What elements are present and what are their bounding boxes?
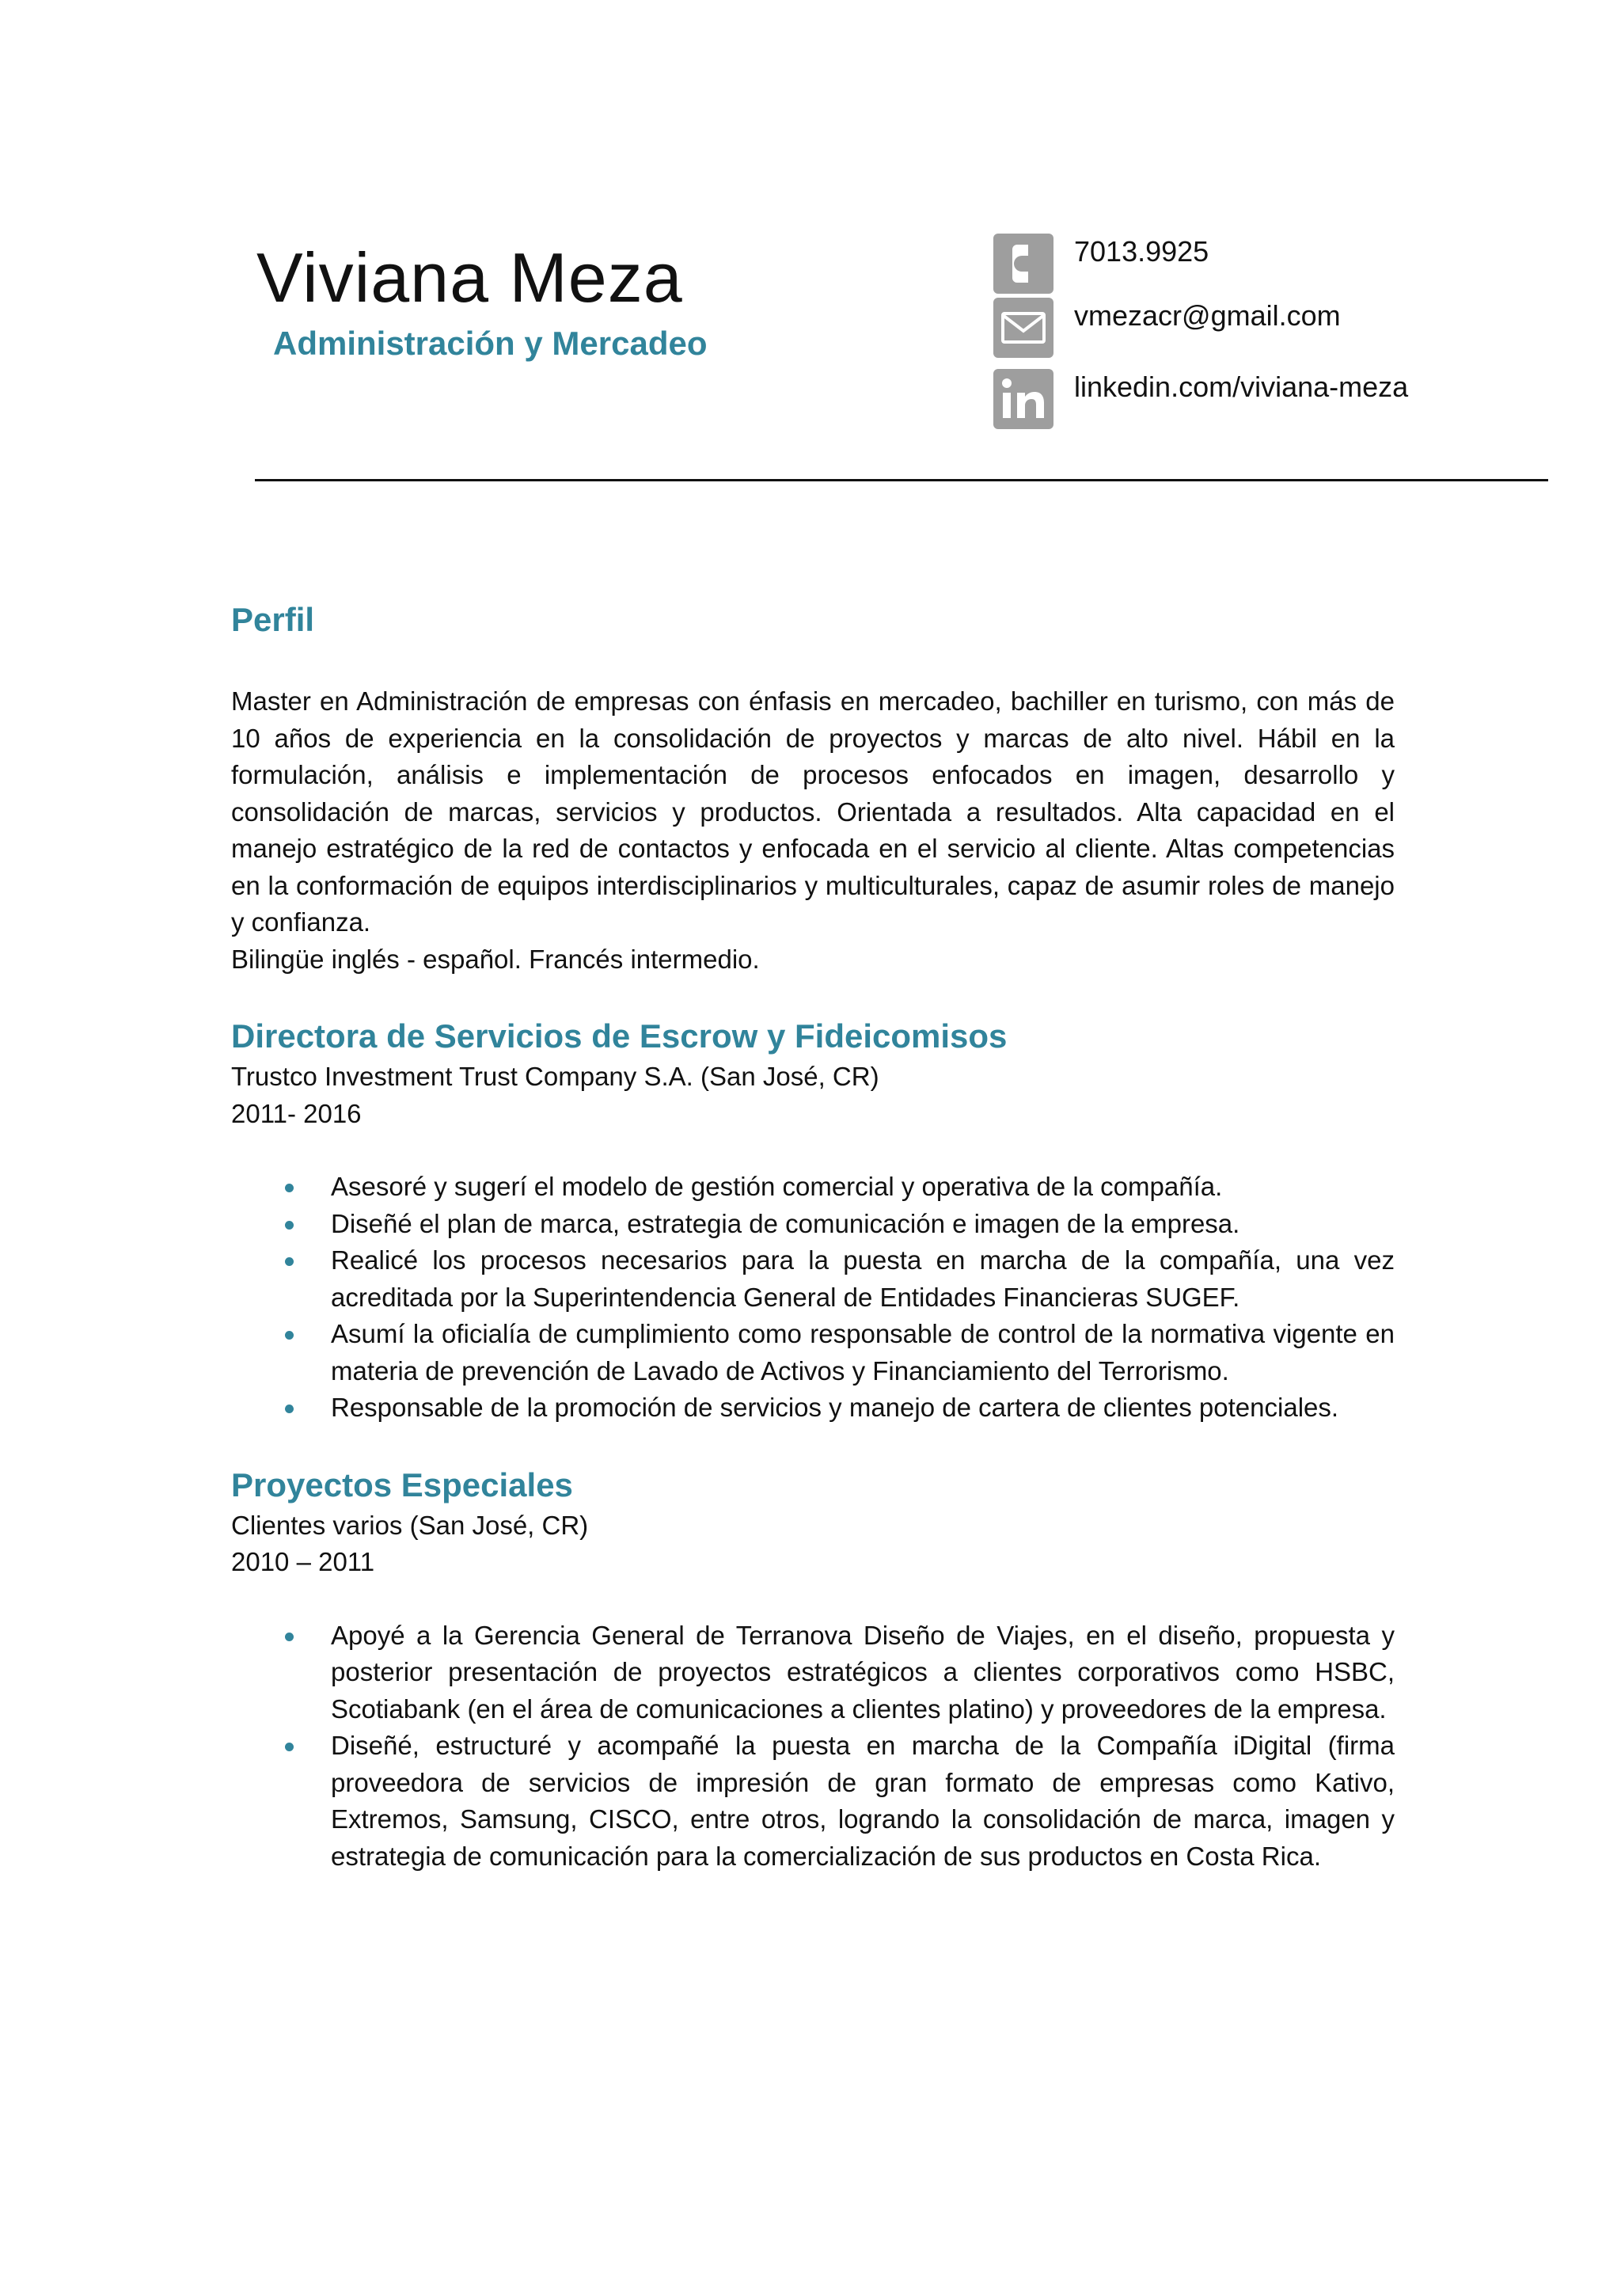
header-divider (255, 479, 1548, 481)
linkedin-icon (993, 369, 1053, 429)
job-company: Clientes varios (San José, CR) (231, 1510, 589, 1540)
job-company: Trustco Investment Trust Company S.A. (San José, CR) (231, 1062, 879, 1091)
bullet-dot (285, 1257, 294, 1266)
list-item (231, 1169, 1395, 1206)
list-item-text: Apoyé a la Gerencia General de Terranova Diseño de Viajes, en el diseño, propuesta y posterior presentación de proyectos estratégicos a clientes corporativos como HSBC, Scotiabank (en el área de comunicaciones a clientes platino) y proveedores de la empresa. (331, 1620, 1395, 1724)
profile-heading: Perfil (231, 601, 315, 638)
bullet-dot (285, 1331, 294, 1340)
list-item-text: Realicé los procesos necesarios para la puesta en marcha de la compañía, una vez acreditada por la Superintendencia General de Entidades Financieras SUGEF. (331, 1245, 1395, 1312)
list-item (231, 1389, 1395, 1427)
candidate-subtitle: Administración y Mercadeo (273, 325, 708, 362)
job-period: 2010 – 2011 (231, 1547, 375, 1576)
bullet-dot (285, 1633, 294, 1641)
bullet-dot (285, 1184, 294, 1192)
list-item (231, 1728, 1395, 1875)
job-title: Directora de Servicios de Escrow y Fideicomisos (231, 1017, 1008, 1055)
bullet-dot (285, 1743, 294, 1751)
contact-phone (993, 234, 1563, 295)
job-period: 2011- 2016 (231, 1098, 362, 1128)
contact-email-text[interactable]: vmezacr@gmail.com (1074, 299, 1341, 332)
profile-text: Master en Administración de empresas con énfasis en mercadeo, bachiller en turismo, con más de 10 años de experiencia en la consolidación de proyectos y marcas de alto nivel. Hábil en la formulación, análisis e implementación de procesos enfocados en imagen, desarrollo y consolidación de marcas, servicios y productos. Orientada a resultados. Alta capacidad en el manejo estratégico de la red de contactos y enfocada en el servicio al cliente. Altas competencias en la conformación de equipos interdisciplinarios y multiculturales, capaz de asumir roles de manejo y confianza. (231, 686, 1395, 937)
list-item (231, 1206, 1395, 1243)
bullet-dot (285, 1221, 294, 1230)
envelope-icon (993, 298, 1053, 358)
list-item-text: Diseñé el plan de marca, estrategia de comunicación e imagen de la empresa. (331, 1208, 1240, 1238)
profile-languages: Bilingüe inglés - español. Francés intermedio. (231, 944, 760, 974)
list-item-text: Asesoré y sugerí el modelo de gestión comercial y operativa de la compañía. (331, 1172, 1223, 1201)
list-item-text: Responsable de la promoción de servicios y manejo de cartera de clientes potenciales. (331, 1393, 1339, 1422)
job-title: Proyectos Especiales (231, 1465, 573, 1503)
candidate-name: Viviana Meza (256, 238, 683, 317)
resume-body (231, 598, 1395, 1875)
contact-email (993, 298, 1563, 359)
phone-icon (993, 234, 1053, 294)
job-achievements (231, 1169, 1395, 1427)
list-item-text: Asumí la oficialía de cumplimiento como responsable de control de la normativa vigente en materia de prevención de Lavado de Activos y Financiamiento del Terrorismo. (331, 1319, 1395, 1386)
list-item (231, 1316, 1395, 1389)
bullet-dot (285, 1405, 294, 1413)
contact-linkedin (993, 369, 1563, 431)
list-item-text: Diseñé, estructuré y acompañé la puesta en marcha de la Compañía iDigital (firma proveedora de servicios de impresión de gran formato de empresas como Kativo, Extremos, Samsung, CISCO, entre otros, logrando la consolidación de marca, imagen y estrategia de comunicación para la comercialización de sus productos en Costa Rica. (331, 1731, 1395, 1871)
contact-linkedin-text[interactable]: linkedin.com/viviana-meza (1074, 371, 1409, 403)
list-item (231, 1617, 1395, 1728)
contact-phone-text[interactable]: 7013.9925 (1074, 235, 1209, 268)
list-item (231, 1242, 1395, 1316)
job-achievements (231, 1617, 1395, 1876)
